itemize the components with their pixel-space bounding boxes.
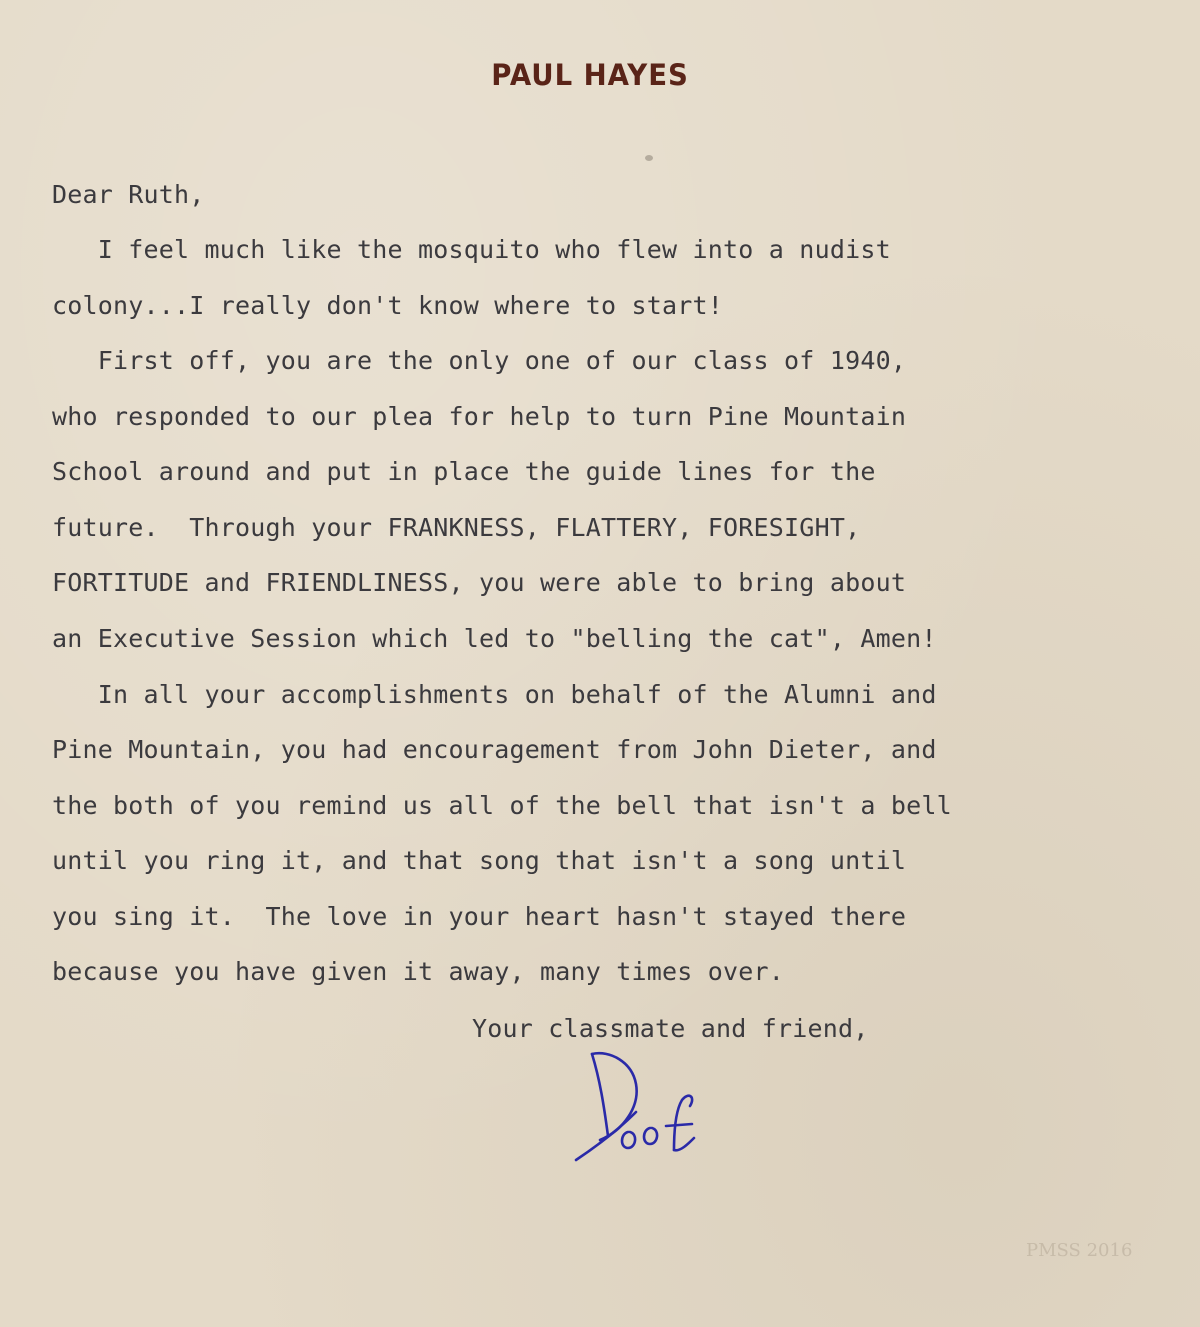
body-line: I feel much like the mosquito who flew into a nudist [52, 235, 891, 264]
ink-smudge [645, 155, 653, 161]
body-line: colony...I really don't know where to start! [52, 291, 724, 320]
body-line: because you have given it away, many times over. [52, 957, 785, 986]
handwritten-signature [570, 1040, 710, 1170]
closing: Your classmate and friend, [472, 1014, 869, 1043]
body-line: Pine Mountain, you had encouragement from John Dieter, and [52, 735, 937, 764]
body-line: the both of you remind us all of the bell that isn't a bell [52, 791, 952, 820]
letterhead-name: PAUL HAYES [491, 58, 689, 92]
body-line: future. Through your FRANKNESS, FLATTERY, FORESIGHT, [52, 513, 861, 542]
archive-watermark: PMSS 2016 [1026, 1240, 1133, 1261]
body-line: until you ring it, and that song that isn't a song until [52, 846, 907, 875]
body-line: FORTITUDE and FRIENDLINESS, you were able to bring about [52, 568, 907, 597]
body-line: School around and put in place the guide lines for the [52, 457, 876, 486]
body-line: you sing it. The love in your heart hasn't stayed there [52, 902, 907, 931]
body-line: who responded to our plea for help to turn Pine Mountain [52, 402, 907, 431]
body-line: In all your accomplishments on behalf of the Alumni and [52, 680, 937, 709]
salutation: Dear Ruth, [52, 180, 205, 209]
body-line: an Executive Session which led to "belling the cat", Amen! [52, 624, 937, 653]
body-line: First off, you are the only one of our class of 1940, [52, 346, 907, 375]
